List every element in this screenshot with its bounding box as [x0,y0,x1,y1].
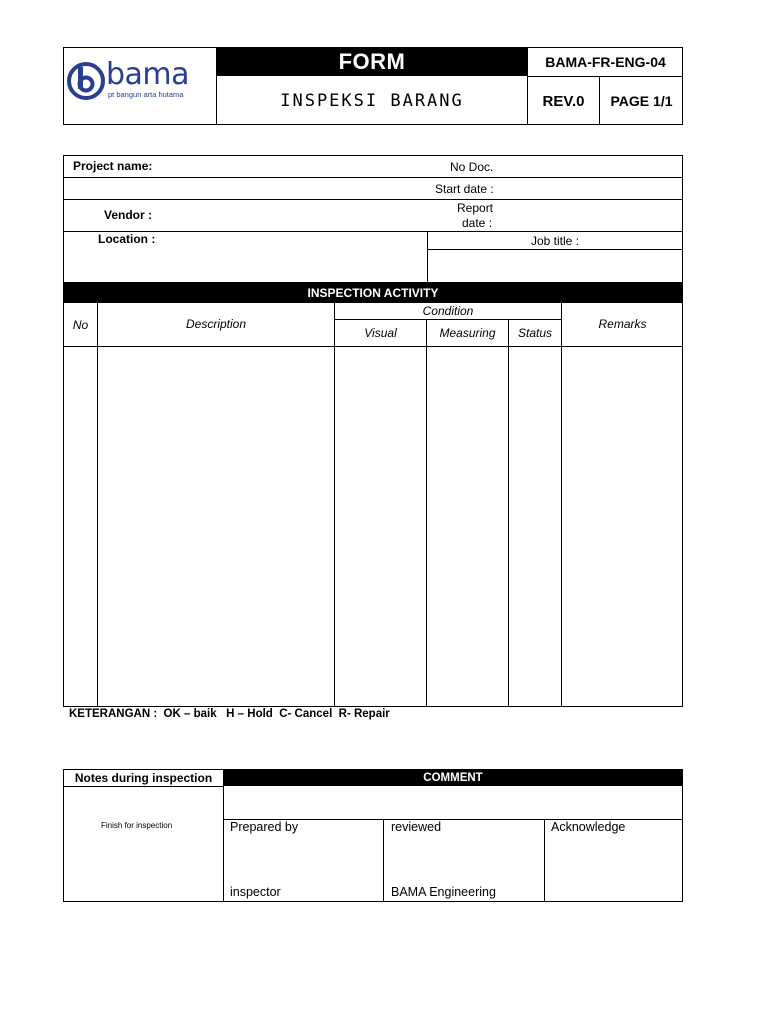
logo-tagline: pt bangun arta hutama [108,90,184,99]
bama-engineering-label: BAMA Engineering [391,885,496,899]
legend-text: KETERANGAN : OK – baik H – Hold C- Cancel R- Repair [69,708,390,720]
bama-logo-mark-icon [66,60,106,102]
col-line-visual [426,319,427,707]
project-row-line-2 [63,199,683,200]
revision-label: REV.0 [542,92,585,110]
form-label-bar: FORM [217,47,527,76]
reviewed-label: reviewed [391,820,442,834]
notes-during-inspection-label: Notes during inspection [74,770,213,785]
start-date-label: Start date : [435,182,494,196]
no-doc-label: No Doc. [450,160,494,174]
vendor-label: Vendor : [104,208,153,222]
project-name-label: Project name: [73,159,153,173]
inspection-header-bottom-line [63,346,683,347]
comment-bar: COMMENT [223,769,683,786]
document-code: BAMA-FR-ENG-04 [545,53,666,70]
col-header-status: Status [517,326,553,340]
footer-header-line [63,786,223,787]
col-header-visual: Visual [364,326,397,340]
col-header-measuring: Measuring [439,326,496,340]
footer-col-line-2 [383,819,384,902]
finish-for-inspection-label: Finish for inspection [101,821,173,830]
report-label: Report [457,201,494,215]
report-date-label: date : [462,216,493,230]
project-row-line-3 [63,231,683,232]
footer-col-line-3 [544,819,545,902]
project-col-line [427,231,428,283]
col-header-no: No [72,317,89,332]
col-line-no [97,302,98,707]
col-header-remarks: Remarks [598,316,647,331]
footer-box [63,769,683,902]
logo-wordmark: bama [106,57,190,92]
form-title: INSPEKSI BARANG [280,91,464,111]
col-line-status [561,302,562,707]
prepared-by-label: Prepared by [230,820,299,834]
acknowledge-label: Acknowledge [551,820,626,834]
col-header-description: Description [185,316,247,331]
page-number: PAGE 1/1 [610,93,673,109]
col-line-description [334,302,335,707]
job-title-label: Job title : [531,234,580,248]
inspector-label: inspector [230,885,281,899]
location-label: Location : [98,232,156,246]
inspection-activity-bar: INSPECTION ACTIVITY [63,283,683,303]
col-header-condition: Condition [422,304,474,318]
company-logo [66,57,214,106]
project-row-line-1 [63,177,683,178]
project-info-box [63,155,683,283]
col-line-measuring [508,319,509,707]
footer-col-line-1 [223,769,224,902]
inspection-table [63,302,683,707]
job-title-row-line [427,249,683,250]
